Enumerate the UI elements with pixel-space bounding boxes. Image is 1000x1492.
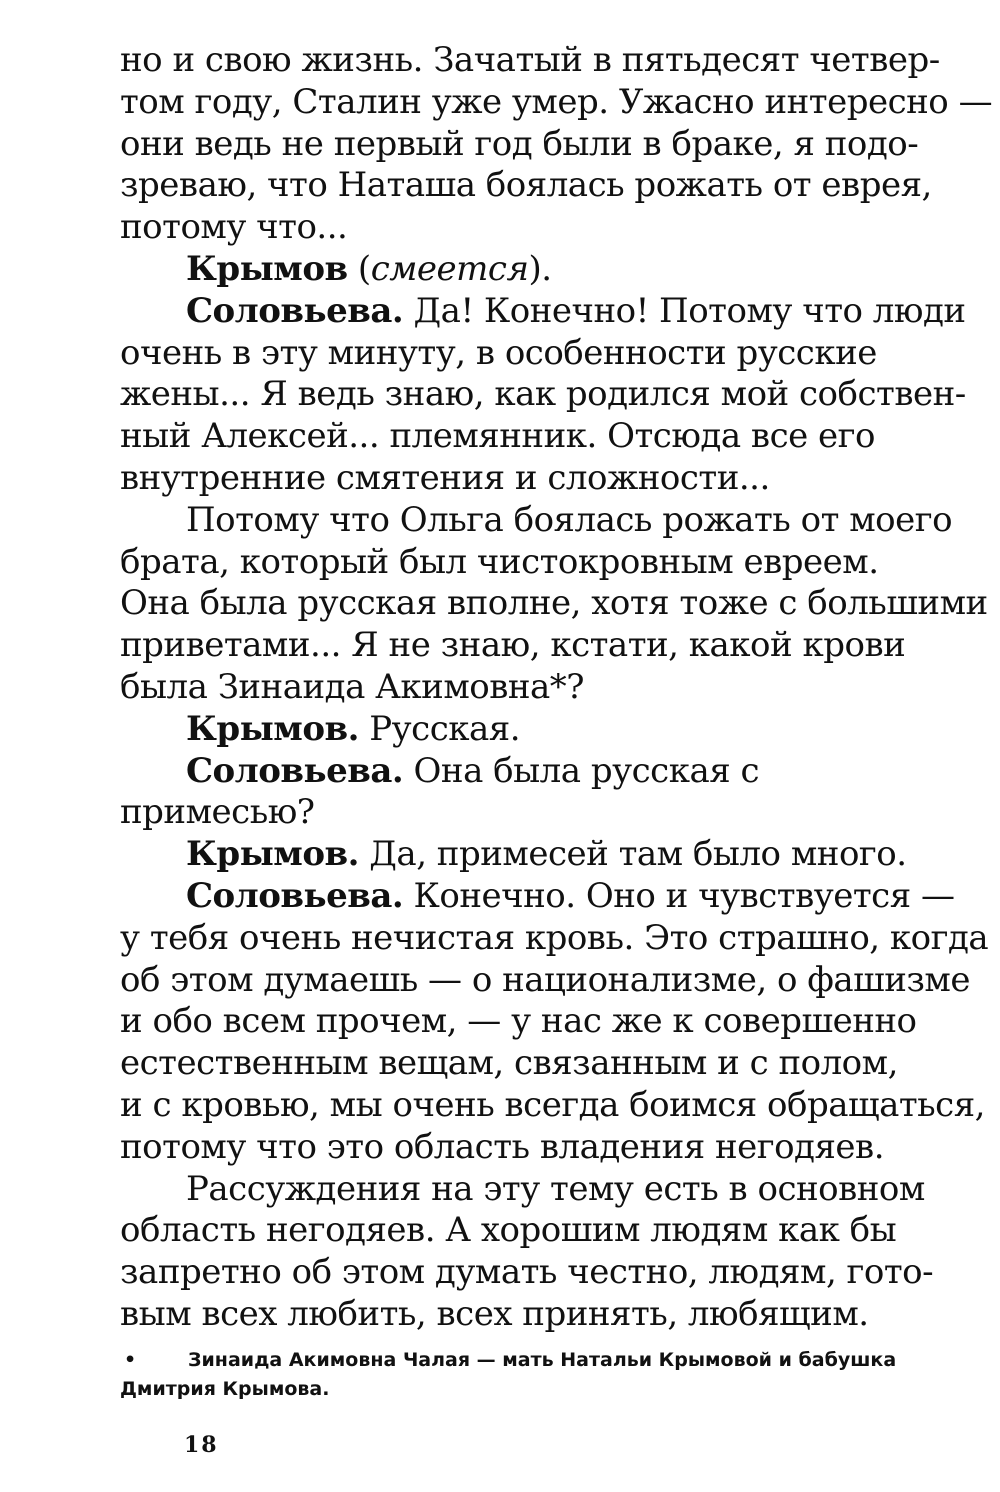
text-line: потому что это область владения негодяев. <box>120 1126 885 1167</box>
speaker-name: Соловьева. <box>186 750 404 791</box>
dialogue-line-solovyova-3 <box>120 875 989 1169</box>
text-line: область негодяев. А хорошим людям как бы <box>120 1210 897 1251</box>
text-line: но и свою жизнь. Зачатый в пятьдесят четвер- <box>120 40 940 80</box>
text-line: у тебя очень нечистая кровь. Это страшно, когда <box>120 917 989 958</box>
text-line: запретно об этом думать честно, людям, гото- <box>120 1252 934 1293</box>
footnote-text <box>120 1346 920 1404</box>
text-line: приветами... Я не знаю, кстати, какой крови <box>120 625 906 666</box>
text-line: Потому что Ольга боялась рожать от моего <box>186 499 953 540</box>
text-line: жены... Я ведь знаю, как родился мой собствен- <box>120 374 966 415</box>
dialogue-text: Русская. <box>369 708 521 749</box>
text-line: Рассуждения на эту тему есть в основном <box>186 1168 925 1209</box>
paren-close: ). <box>528 248 552 289</box>
dialogue-line-krymov-2 <box>120 709 920 751</box>
dialogue-line-solovyova-2 <box>120 751 920 835</box>
paren-open: ( <box>347 248 371 289</box>
text-line: и обо всем прочем, — у нас же к совершенно <box>120 1001 917 1042</box>
paragraph-third <box>120 1168 934 1336</box>
dialogue-text: Она была русская с примесью? <box>120 750 760 833</box>
speaker-name: Крымов. <box>186 708 359 749</box>
body-text <box>120 40 993 1336</box>
text-line: была Зинаида Акимовна*? <box>120 666 585 707</box>
stage-direction: смеется <box>370 248 529 289</box>
text-line: Да! Конечно! Потому что люди <box>413 290 966 331</box>
text-line: потому что... <box>120 207 348 248</box>
footnote <box>120 1346 920 1404</box>
speaker-name: Соловьева. <box>186 290 404 331</box>
dialogue-line-krymov-1 <box>120 249 920 291</box>
paragraph-opening <box>120 40 993 249</box>
text-line: естественным вещам, связанным и с полом, <box>120 1043 898 1084</box>
text-line: ный Алексей... племянник. Отсюда все его <box>120 416 875 457</box>
text-line: зреваю, что Наташа боялась рожать от еврея, <box>120 165 932 206</box>
text-line: внутренние смятения и сложности... <box>120 457 770 498</box>
text-line: об этом думаешь — о национализме, о фашизме <box>120 959 970 1000</box>
text-line: Дмитрия Крымова. <box>120 1378 330 1400</box>
page-number: 18 <box>184 1432 219 1458</box>
speaker-name: Крымов. <box>186 834 359 875</box>
dialogue-line-krymov-3 <box>120 834 920 876</box>
paragraph-second <box>120 499 988 709</box>
speaker-name: Крымов <box>186 248 348 289</box>
text-line: Зинаида Акимовна Чалая — мать Натальи Крымовой и бабушка <box>188 1349 897 1371</box>
footnote-marker: • <box>124 1349 137 1371</box>
speaker-name: Соловьева. <box>186 875 404 916</box>
text-line: очень в эту минуту, в особенности русские <box>120 332 877 373</box>
dialogue-line-solovyova-1 <box>120 290 966 500</box>
dialogue-text: Да, примесей там было много. <box>369 834 907 875</box>
text-line: вым всех любить, всех принять, любящим. <box>120 1293 869 1334</box>
text-line: и с кровью, мы очень всегда боимся обращаться, <box>120 1084 985 1125</box>
text-line: Конечно. Оно и чувствуется — <box>413 875 955 916</box>
text-line: брата, который был чистокровным евреем. <box>120 541 879 582</box>
text-line: они ведь не первый год были в браке, я подо- <box>120 123 919 164</box>
text-line: Она была русская вполне, хотя тоже с большими <box>120 583 988 624</box>
text-line: том году, Сталин уже умер. Ужасно интересно — <box>120 81 993 122</box>
